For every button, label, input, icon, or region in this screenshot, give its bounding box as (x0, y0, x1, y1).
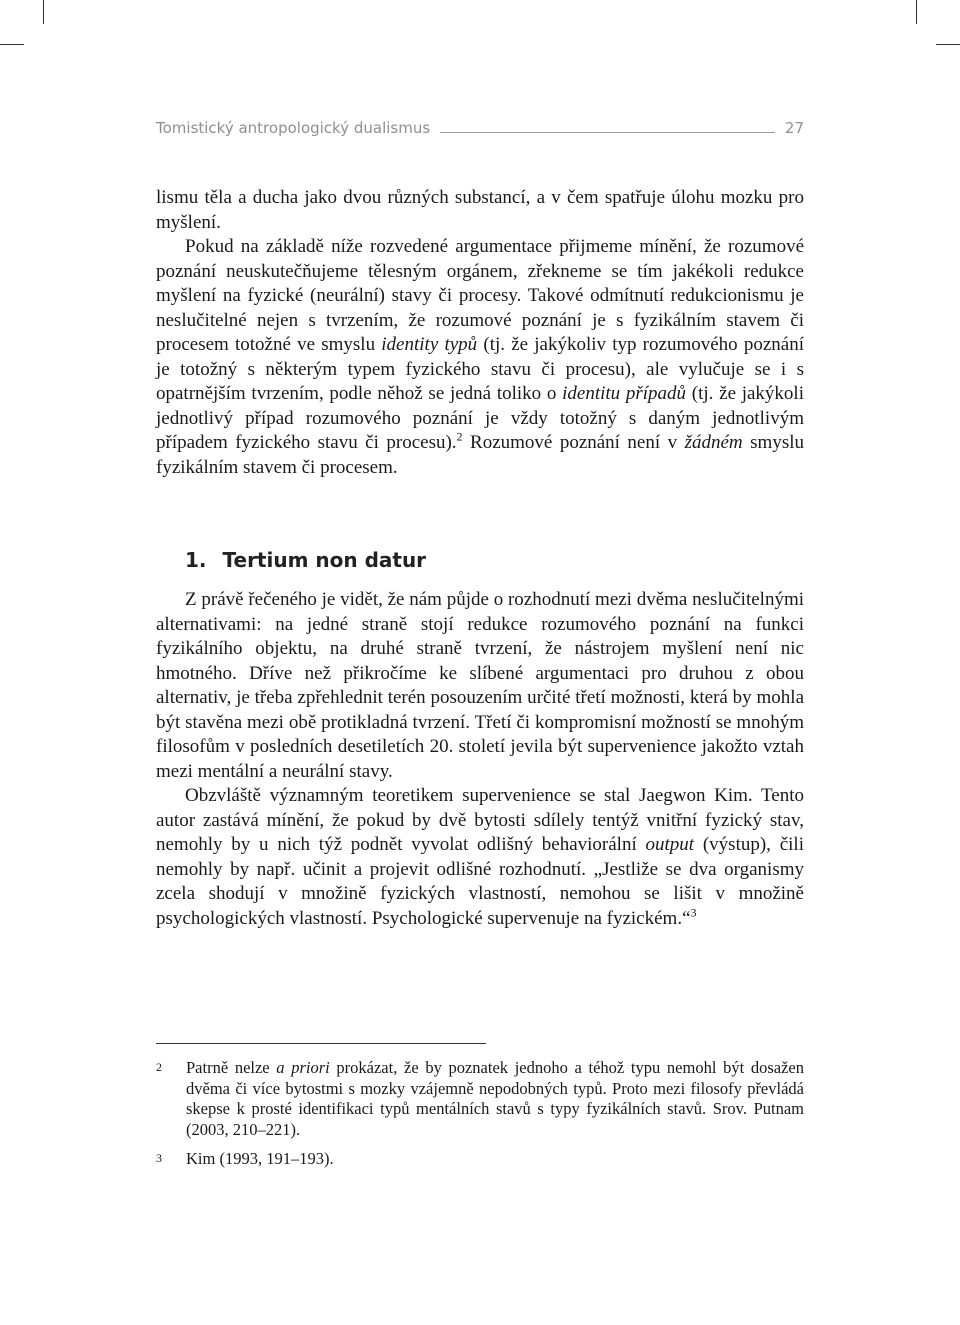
emphasis: output (645, 834, 695, 855)
paragraph: lismu těla a ducha jako dvou různých substancí, a v čem spatřuje úlohu mozku pro myšlení. (156, 187, 804, 233)
running-title: Tomistický antropologický dualismus (156, 119, 431, 137)
section-title: Tertium non datur (222, 548, 427, 572)
body-text (156, 186, 804, 480)
footnote-ref[interactable]: 2 (456, 429, 463, 444)
paragraph: Z právě řečeného je vidět, že nám půjde o rozhodnutí mezi dvěma neslučitelnými alternativami: na jedné straně stojí redukce rozumového poznání na funkci fyzikálního objektu, na druhé straně tvrzení, že nástrojem myšlení není nic hmotného. Dříve než přikročíme ke slíbené argumentaci pro druhou z obou alternativ, je třeba zpřehlednit terén posouzením určité třetí možnosti, která by mohla být stavěna mezi obě protikladná tvrzení. Třetí či kompromisní možností se mnohým filosofům v posledních desetiletích 20. století jevila být supervenience jakožto vztah mezi mentální a neurální stavy. (156, 589, 804, 782)
crop-mark (916, 0, 917, 24)
crop-mark (936, 44, 960, 45)
footnote (156, 1058, 804, 1140)
section-heading (185, 548, 426, 572)
emphasis: identitu případů (562, 383, 687, 404)
emphasis: žádném (684, 432, 743, 453)
emphasis: a priori (276, 1058, 330, 1077)
emphasis: identity typů (381, 334, 478, 355)
header-rule (440, 132, 775, 133)
paragraph: Obzvláště významným teoretikem supervenience se stal Jaegwon Kim. Tento autor zastává mínění, že pokud by dvě bytosti sdílely tentýž vnitřní fyzický stav, nemohly by u nich týž podnět vyvolat odlišný behaviorální output (výstup), čili nemohly by např. učinit a projevit odlišné rozhodnutí. „Jestliže se dva organismy zcela shodují v množině fyzických vlastností, nemohou se lišit v množině psychologických vlastností. Psychologické supervenuje na fyzickém.“$^3$ (156, 785, 804, 929)
section-number: 1. (185, 548, 207, 572)
footnote (156, 1149, 804, 1170)
crop-mark (0, 44, 24, 45)
crop-mark (43, 0, 44, 24)
footnote-rule (156, 1043, 486, 1044)
paragraph: Pokud na základě níže rozvedené argumentace přijmeme mínění, že rozumové poznání neuskutečňujeme tělesným orgánem, zřekneme se tím jakékoli redukce myšlení na fyzické (neurální) stavy či procesy. Takové odmítnutí redukcionismu je neslučitelné nejen s tvrzením, že rozumové poznání je s fyzikálním stavem či procesem totožné ve smyslu identity typů (tj. že jakýkoliv typ rozumového poznání je totožný s některým typem fyzického stavu či procesu), ale vylučuje se i s opatrnějším tvrzením, podle něhož se jedná toliko o identitu případů (tj. že jakýkoli jednotlivý případ rozumového poznání je vždy totožný s daným jednotlivým případem fyzického stavu či procesu).$^2$ Rozumové poznání není v žádném smyslu fyzikálním stavem či procesem. (156, 236, 804, 478)
footnote-number: 3 (156, 1151, 162, 1165)
section-body (156, 588, 804, 931)
footnote-number: 2 (156, 1060, 162, 1074)
running-header (156, 115, 804, 137)
page-number: 27 (784, 119, 804, 137)
footnote-text: Patrně nelze a priori prokázat, že by poznatek jednoho a téhož typu nemohl být dosažen dvěma či více bytostmi s mozky vzájemně nepodobných typů. Proto mezi filosofy převládá skepse k prosté identifikaci typů mentálních stavů s typy fyzikálních stavů. Srov. Putnam (2003, 210–221). (186, 1058, 804, 1139)
footnotes (156, 1058, 804, 1179)
footnote-text: Kim (1993, 191–193). (186, 1149, 334, 1168)
footnote-ref[interactable]: 3 (690, 905, 697, 920)
